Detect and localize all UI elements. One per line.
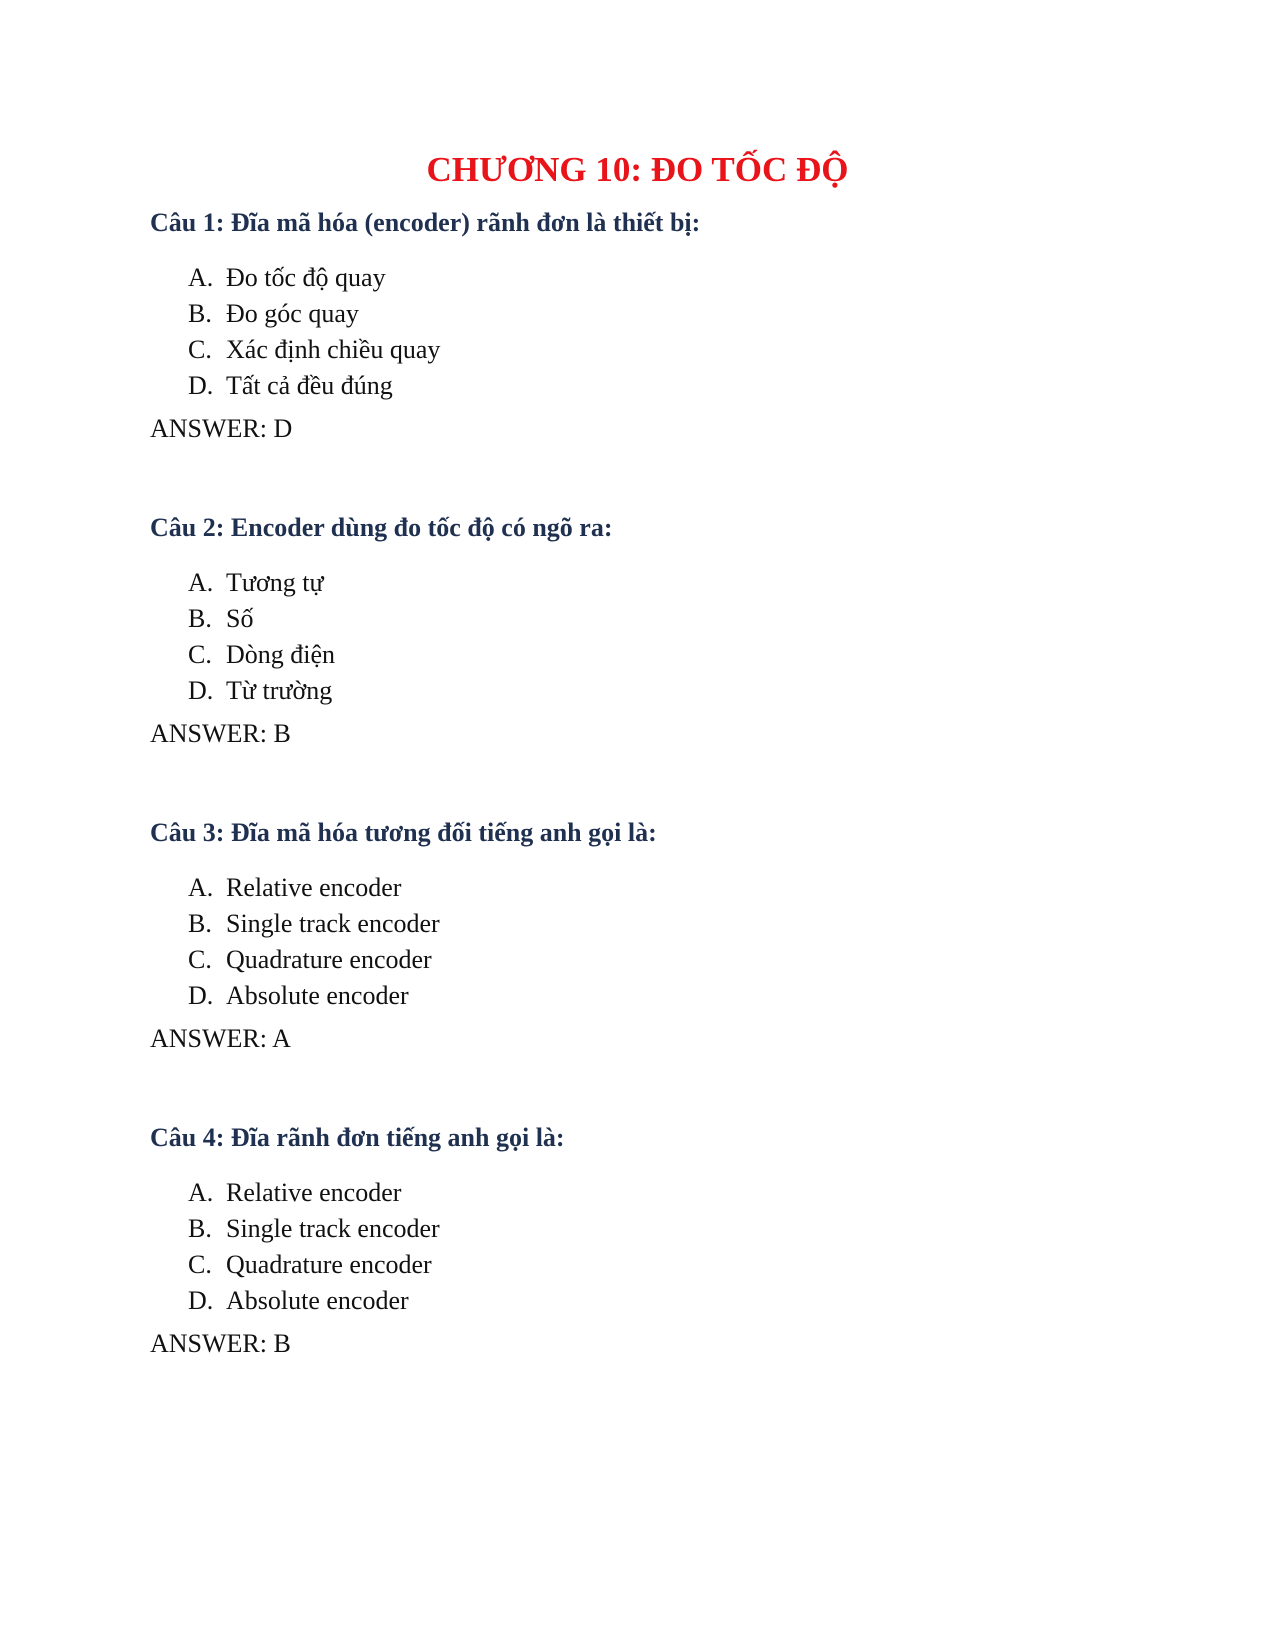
question-text: Câu 3: Đĩa mã hóa tương đối tiếng anh gọi là: bbox=[150, 818, 657, 847]
option-item-d bbox=[188, 978, 440, 1014]
option-text: Relative encoder bbox=[226, 873, 402, 902]
option-item-d bbox=[188, 368, 440, 404]
answer-line: ANSWER: D bbox=[150, 414, 293, 443]
question-block-3 bbox=[150, 816, 1150, 1053]
option-letter: A. bbox=[188, 1178, 214, 1207]
question-text: Câu 1: Đĩa mã hóa (encoder) rãnh đơn là thiết bị: bbox=[150, 208, 701, 237]
option-letter: D. bbox=[188, 1286, 214, 1315]
option-letter: C. bbox=[188, 335, 212, 364]
option-text: Single track encoder bbox=[226, 1214, 440, 1243]
option-item-a bbox=[188, 565, 335, 601]
option-letter: B. bbox=[188, 604, 212, 633]
answer-line: ANSWER: B bbox=[150, 719, 291, 748]
option-text: Đo góc quay bbox=[226, 299, 359, 328]
chapter-title: CHƯƠNG 10: ĐO TỐC ĐỘ bbox=[426, 150, 849, 189]
option-item-a bbox=[188, 870, 440, 906]
option-letter: D. bbox=[188, 981, 214, 1010]
option-text: Quadrature encoder bbox=[226, 945, 432, 974]
option-letter: A. bbox=[188, 568, 214, 597]
option-item-c bbox=[188, 637, 335, 673]
option-item-c bbox=[188, 332, 440, 368]
option-item-b bbox=[188, 906, 440, 942]
option-letter: D. bbox=[188, 371, 214, 400]
option-text: Relative encoder bbox=[226, 1178, 402, 1207]
option-text: Absolute encoder bbox=[226, 981, 409, 1010]
option-text: Absolute encoder bbox=[226, 1286, 409, 1315]
options-list bbox=[188, 1175, 440, 1319]
option-text: Dòng điện bbox=[226, 640, 336, 669]
option-letter: D. bbox=[188, 676, 214, 705]
question-block-2 bbox=[150, 511, 1150, 748]
option-item-a bbox=[188, 260, 440, 296]
option-letter: A. bbox=[188, 263, 214, 292]
options-list bbox=[188, 260, 440, 404]
option-item-a bbox=[188, 1175, 440, 1211]
options-list bbox=[188, 565, 335, 709]
option-item-d bbox=[188, 673, 335, 709]
option-item-b bbox=[188, 601, 335, 637]
option-letter: C. bbox=[188, 640, 212, 669]
question-block-4 bbox=[150, 1121, 1150, 1358]
answer-line: ANSWER: A bbox=[150, 1024, 291, 1053]
option-text: Số bbox=[226, 604, 254, 633]
option-text: Xác định chiều quay bbox=[226, 335, 441, 364]
option-item-c bbox=[188, 1247, 440, 1283]
option-item-d bbox=[188, 1283, 440, 1319]
question-text: Câu 2: Encoder dùng đo tốc độ có ngõ ra: bbox=[150, 513, 613, 542]
option-item-b bbox=[188, 1211, 440, 1247]
option-text: Từ trường bbox=[226, 676, 333, 705]
answer-line: ANSWER: B bbox=[150, 1329, 291, 1358]
option-text: Single track encoder bbox=[226, 909, 440, 938]
option-item-c bbox=[188, 942, 440, 978]
option-letter: B. bbox=[188, 1214, 212, 1243]
options-list bbox=[188, 870, 440, 1014]
question-block-1 bbox=[150, 206, 1150, 443]
option-letter: C. bbox=[188, 1250, 212, 1279]
option-item-b bbox=[188, 296, 440, 332]
option-text: Tương tự bbox=[226, 568, 324, 597]
option-letter: B. bbox=[188, 299, 212, 328]
option-letter: A. bbox=[188, 873, 214, 902]
option-letter: B. bbox=[188, 909, 212, 938]
question-text: Câu 4: Đĩa rãnh đơn tiếng anh gọi là: bbox=[150, 1123, 565, 1152]
option-text: Quadrature encoder bbox=[226, 1250, 432, 1279]
option-letter: C. bbox=[188, 945, 212, 974]
option-text: Tất cả đều đúng bbox=[226, 371, 393, 400]
option-text: Đo tốc độ quay bbox=[226, 263, 386, 292]
